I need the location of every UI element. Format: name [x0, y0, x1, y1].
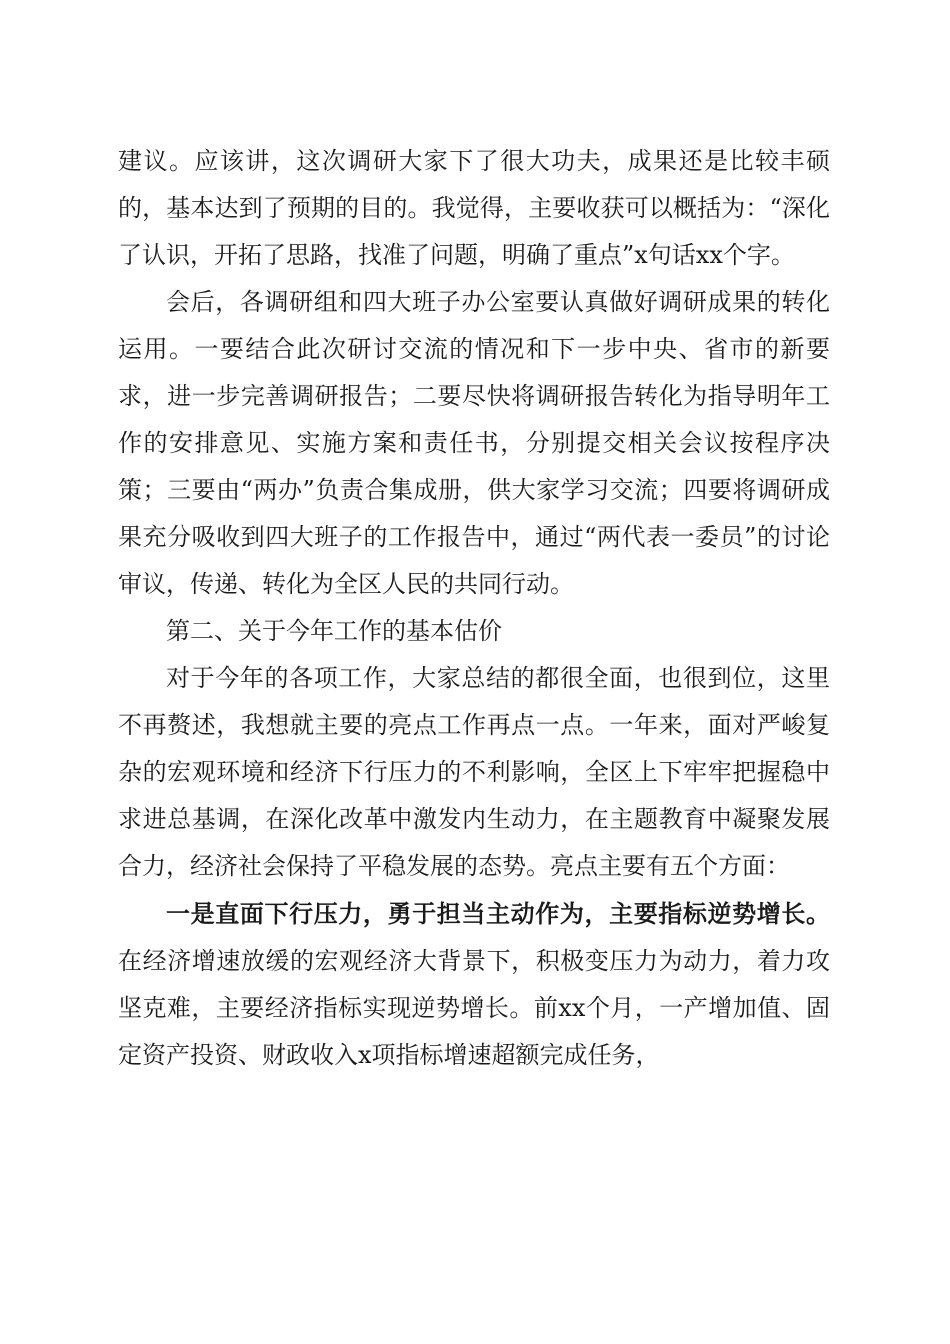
section-heading: 第二、关于今年工作的基本估价 — [166, 617, 502, 645]
paragraph-4-text: 在经济增速放缓的宏观经济大背景下，积极变压力为动力，着力攻坚克难，主要经济指标实现逆势增长。前xx个月，一产增加值、固定资产投资、财政收入x项指标增速超额完成任务， — [118, 947, 830, 1069]
paragraph-3: 对于今年的各项工作，大家总结的都很全面，也很到位，这里不再赘述，我想就主要的亮点工作再点一点。一年来，面对严峻复杂的宏观环境和经济下行压力的不利影响，全区上下牢牢把握稳中求进总基调，在深化改革中激发内生动力，在主题教育中凝聚发展合力，经济社会保持了平稳发展的态势。亮点主要有五个方面： — [118, 664, 830, 880]
paragraph-1: 建议。应该讲，这次调研大家下了很大功夫，成果还是比较丰硕的，基本达到了预期的目的。我觉得，主要收获可以概括为：“深化了认识，开拓了思路，找准了问题，明确了重点”x句话xx个字。 — [118, 147, 830, 269]
paragraph-4 — [118, 890, 830, 1079]
paragraph-2: 会后，各调研组和四大班子办公室要认真做好调研成果的转化运用。一要结合此次研讨交流的情况和下一步中央、省市的新要求，进一步完善调研报告；二要尽快将调研报告转化为指导明年工作的安排意见、实施方案和责任书，分别提交相关会议按程序决策；三要由“两办”负责合集成册，供大家学习交流；四要将调研成果充分吸收到四大班子的工作报告中，通过“两代表一委员”的讨论审议，传递、转化为全区人民的共同行动。 — [118, 288, 830, 598]
document-body — [118, 138, 830, 1079]
paragraph-4-bold-lead: 一是直面下行压力，勇于担当主动作为，主要指标逆势增长。 — [166, 899, 830, 928]
